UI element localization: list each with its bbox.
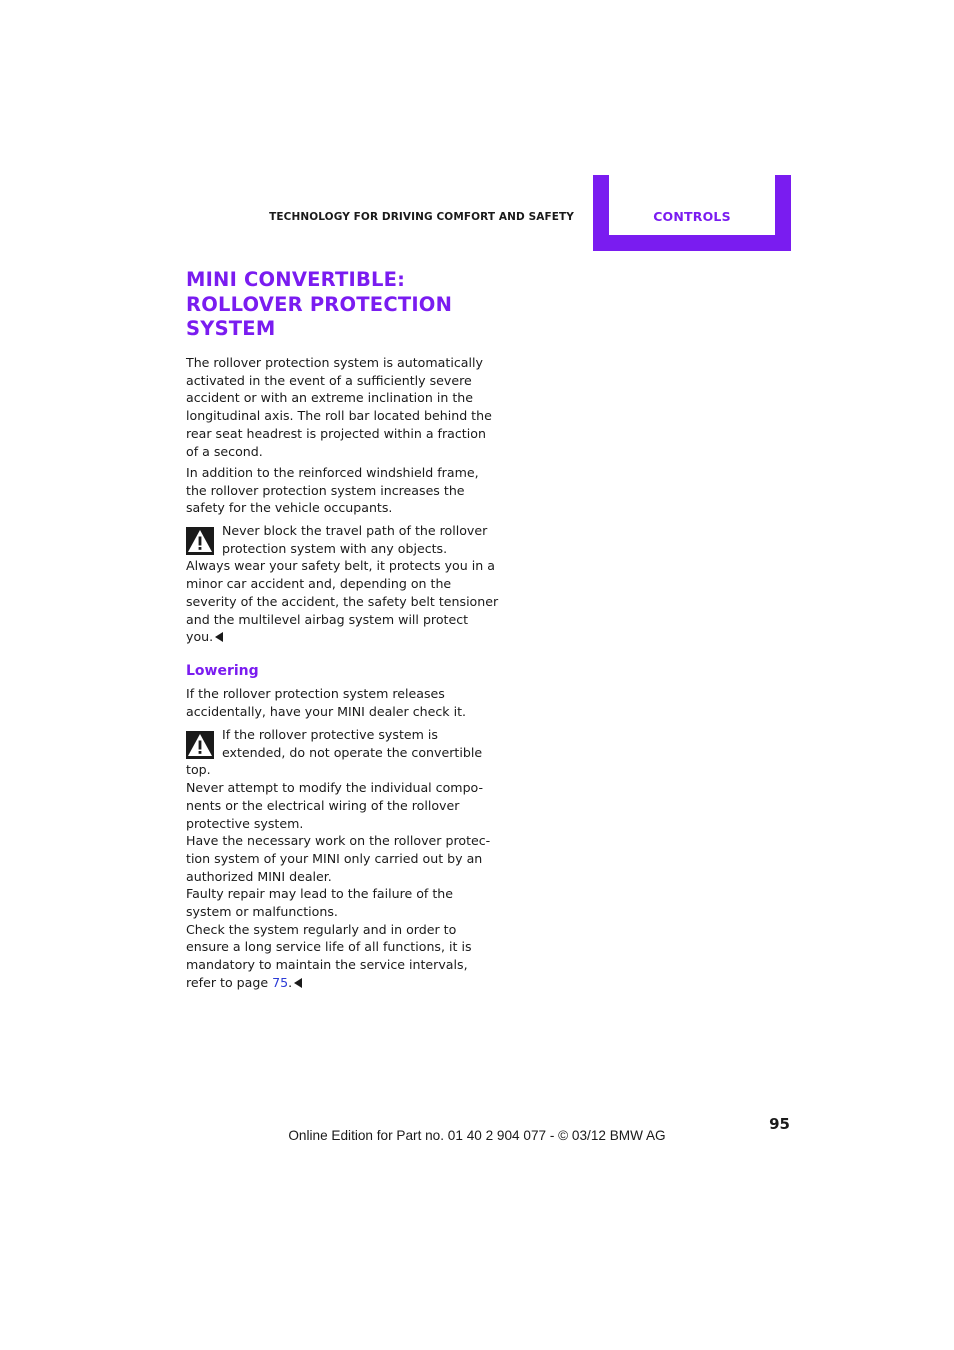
text-line: the rollover protection system increases the: [186, 482, 465, 498]
text-fragment: you.: [186, 629, 214, 645]
paragraph-intro: [186, 354, 492, 460]
warning-block-2: [186, 726, 491, 992]
paragraph-windshield: [186, 464, 482, 517]
text-line: top.: [186, 762, 211, 778]
subheading-lowering: Lowering: [186, 663, 259, 679]
text-line: Faulty repair may lead to the failure of the: [186, 886, 454, 902]
text-line: of a second.: [186, 443, 263, 459]
text-line: severity of the accident, the safety belt tensioner: [186, 593, 499, 609]
text-line: authorized MINI dealer.: [186, 868, 332, 884]
text-fragment: refer to page: [186, 974, 273, 990]
text-line: longitudinal axis. The roll bar located behind the: [186, 408, 492, 424]
text-line: protection system with any objects.: [222, 540, 448, 556]
warning-block-1: [186, 522, 499, 646]
text-fragment: .: [288, 974, 293, 990]
text-line: [186, 974, 482, 992]
text-line: [186, 628, 482, 646]
text-line: minor car accident and, depending on the: [186, 576, 452, 592]
chapter-tab: [593, 175, 791, 251]
text-line: safety for the vehicle occupants.: [186, 500, 393, 516]
text-line: accidentally, have your MINI dealer check it.: [186, 703, 467, 719]
page-title-line: MINI CONVERTIBLE:: [186, 268, 406, 291]
text-line: ensure a long service life of all functions, it is: [186, 939, 472, 955]
text-line: Check the system regularly and in order to: [186, 921, 457, 937]
text-line: Never attempt to modify the individual compo-: [186, 780, 484, 796]
footer-edition: Online Edition for Part no. 01 40 2 904 077 - © 03/12 BMW AG: [288, 1128, 666, 1143]
chapter-tab-inner: [609, 175, 775, 235]
end-of-section-icon: [294, 978, 302, 988]
page-number: 95: [769, 1115, 790, 1133]
text-line: Always wear your safety belt, it protects you in a: [186, 558, 495, 574]
text-line: Have the necessary work on the rollover protec-: [186, 833, 491, 849]
text-line: protective system.: [186, 815, 304, 831]
page-title-line: SYSTEM: [186, 317, 276, 341]
page-title-line: ROLLOVER PROTECTION: [186, 292, 453, 316]
page-reference-link[interactable]: 75: [272, 974, 289, 990]
text-line: Never block the travel path of the rollover: [222, 523, 488, 538]
end-of-section-icon: [215, 632, 223, 642]
text-line: extended, do not operate the convertible: [222, 744, 483, 760]
page-title: [186, 268, 486, 342]
text-line: If the rollover protection system releases: [186, 686, 445, 701]
text-line: accident or with an extreme inclination in the: [186, 390, 474, 406]
chapter-tab-label: CONTROLS: [653, 209, 731, 224]
text-line: The rollover protection system is automatically: [186, 355, 483, 370]
text-line: If the rollover protective system is: [222, 727, 438, 742]
text-line: In addition to the reinforced windshield frame,: [186, 465, 479, 480]
text-line: tion system of your MINI only carried out by an: [186, 850, 483, 866]
text-line: rear seat headrest is projected within a fraction: [186, 425, 486, 441]
text-line: activated in the event of a sufficiently severe: [186, 372, 472, 388]
text-line: system or malfunctions.: [186, 904, 338, 920]
paragraph-lowering: [186, 685, 482, 720]
text-line: and the multilevel airbag system will protect: [186, 611, 469, 627]
running-header-section: TECHNOLOGY FOR DRIVING COMFORT AND SAFETY: [269, 211, 574, 223]
text-line: nents or the electrical wiring of the rollover: [186, 797, 460, 813]
text-line: mandatory to maintain the service intervals,: [186, 957, 468, 973]
